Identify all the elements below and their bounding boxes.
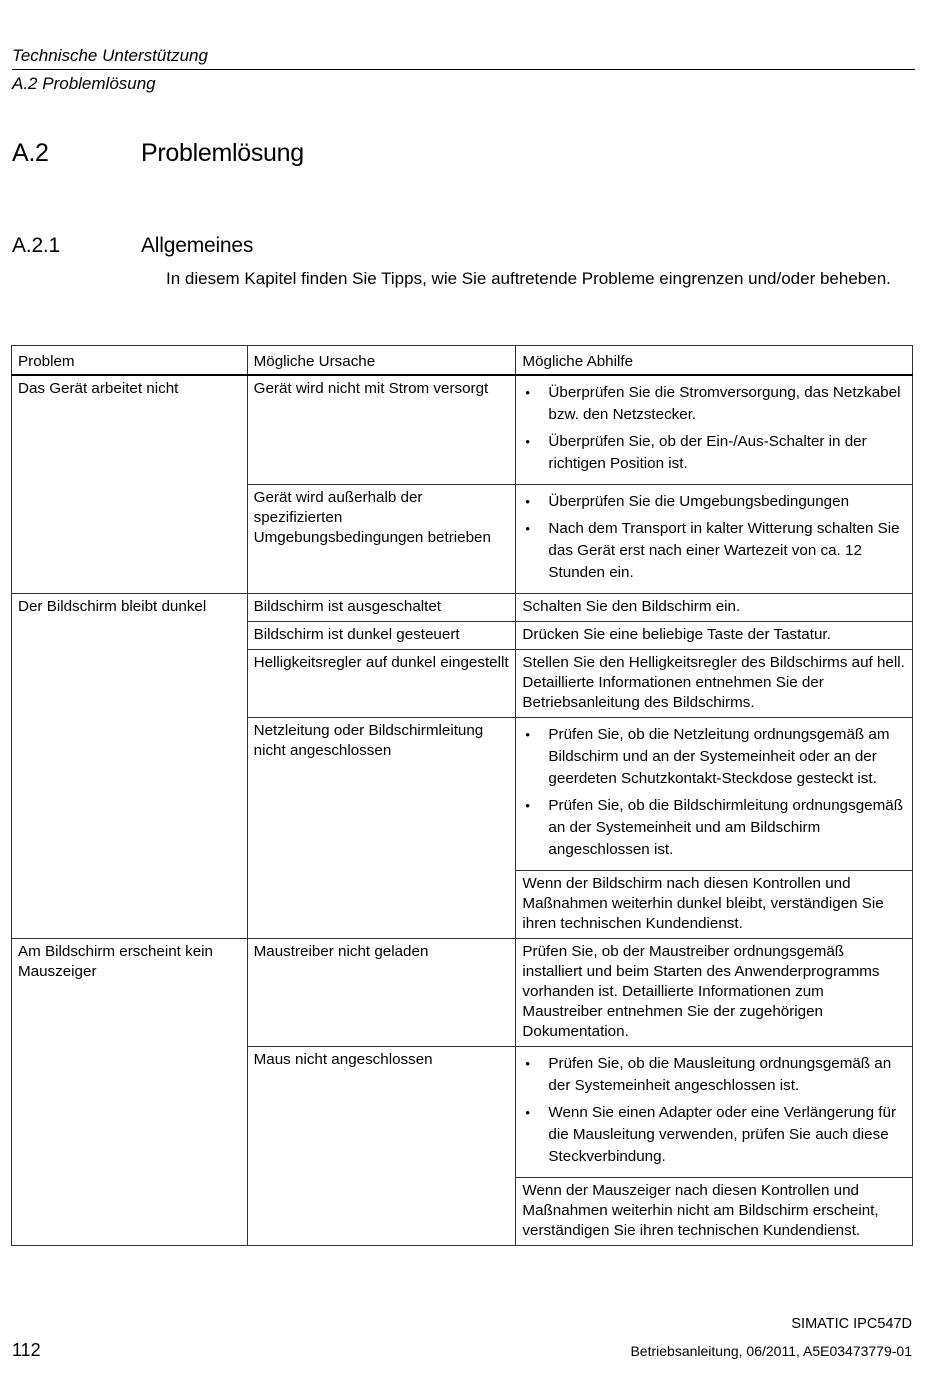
cause-cell: Maustreiber nicht geladen bbox=[247, 939, 516, 1047]
column-header-remedy: Mögliche Abhilfe bbox=[516, 346, 913, 376]
cause-cell: Gerät wird außerhalb der spezifizierten Umgebungsbedingungen betrieben bbox=[247, 485, 516, 594]
remedy-list bbox=[522, 1053, 906, 1168]
remedy-followup-cell: Wenn der Mauszeiger nach diesen Kontrollen und Maßnahmen weiterhin nicht am Bildschirm erscheint, verständigen Sie ihren technischen Kundendienst. bbox=[516, 1178, 913, 1246]
remedy-cell bbox=[516, 375, 913, 485]
cause-cell: Maus nicht angeschlossen bbox=[247, 1047, 516, 1246]
cause-cell: Netzleitung oder Bildschirmleitung nicht angeschlossen bbox=[247, 718, 516, 939]
page-number: 112 bbox=[12, 1340, 41, 1360]
column-header-cause: Mögliche Ursache bbox=[247, 346, 516, 376]
problem-cell: Der Bildschirm bleibt dunkel bbox=[12, 594, 248, 939]
footer-product: SIMATIC IPC547D bbox=[791, 1316, 912, 1332]
remedy-cell bbox=[516, 1047, 913, 1178]
troubleshooting-table bbox=[11, 345, 913, 1246]
table-body bbox=[12, 375, 913, 1246]
running-header-chapter: Technische Unterstützung bbox=[12, 46, 208, 65]
remedy-cell: Prüfen Sie, ob der Maustreiber ordnungsgemäß installiert und beim Starten des Anwenderprogramms vorhanden ist. Detaillierte Informationen zum Maustreiber entnehmen Sie der zugehörigen Dokumentation. bbox=[516, 939, 913, 1047]
remedy-followup-cell: Wenn der Bildschirm nach diesen Kontrollen und Maßnahmen weiterhin dunkel bleibt, verständigen Sie ihren technischen Kundendienst. bbox=[516, 871, 913, 939]
cause-cell: Bildschirm ist ausgeschaltet bbox=[247, 594, 516, 622]
list-item: • Überprüfen Sie, ob der Ein-/Aus-Schalter in der richtigen Position ist. bbox=[522, 431, 906, 475]
cause-cell: Bildschirm ist dunkel gesteuert bbox=[247, 622, 516, 650]
running-header bbox=[12, 44, 915, 96]
subsection-title: Allgemeines bbox=[141, 234, 254, 257]
remedy-cell: Stellen Sie den Helligkeitsregler des Bildschirms auf hell. Detaillierte Informationen entnehmen Sie der Betriebsanleitung des Bildschirms. bbox=[516, 650, 913, 718]
running-header-section: A.2 Problemlösung bbox=[12, 74, 156, 93]
remedy-cell: Schalten Sie den Bildschirm ein. bbox=[516, 594, 913, 622]
table-row bbox=[12, 939, 913, 1047]
list-item: • Nach dem Transport in kalter Witterung schalten Sie das Gerät erst nach einer Wartezeit von ca. 12 Stunden ein. bbox=[522, 518, 906, 584]
problem-cell: Am Bildschirm erscheint kein Mauszeiger bbox=[12, 939, 248, 1246]
table-header-row bbox=[12, 346, 913, 376]
list-item: • Prüfen Sie, ob die Bildschirmleitung ordnungsgemäß an der Systemeinheit und am Bildschirm angeschlossen ist. bbox=[522, 795, 906, 861]
table-row bbox=[12, 375, 913, 485]
list-item: • Überprüfen Sie die Stromversorgung, das Netzkabel bzw. den Netzstecker. bbox=[522, 382, 906, 426]
remedy-list bbox=[522, 491, 906, 584]
list-item: • Überprüfen Sie die Umgebungsbedingungen bbox=[522, 491, 906, 513]
remedy-list bbox=[522, 382, 906, 475]
table-row bbox=[12, 594, 913, 622]
remedy-cell: Drücken Sie eine beliebige Taste der Tastatur. bbox=[516, 622, 913, 650]
problem-cell: Das Gerät arbeitet nicht bbox=[12, 375, 248, 594]
list-item: • Prüfen Sie, ob die Netzleitung ordnungsgemäß am Bildschirm und an der Systemeinheit oder an der geerdeten Schutzkontakt-Steckdose gesteckt ist. bbox=[522, 724, 906, 790]
header-rule bbox=[12, 69, 915, 70]
subsection-number: A.2.1 bbox=[12, 234, 61, 257]
list-item: • Wenn Sie einen Adapter oder eine Verlängerung für die Mausleitung verwenden, prüfen Sie auch diese Steckverbindung. bbox=[522, 1102, 906, 1168]
footer-document-id: Betriebsanleitung, 06/2011, A5E03473779-01 bbox=[630, 1343, 912, 1359]
section-number: A.2 bbox=[12, 139, 49, 167]
remedy-list bbox=[522, 724, 906, 861]
cause-cell: Gerät wird nicht mit Strom versorgt bbox=[247, 375, 516, 485]
section-title: Problemlösung bbox=[141, 139, 304, 167]
remedy-cell bbox=[516, 718, 913, 871]
intro-paragraph: In diesem Kapitel finden Sie Tipps, wie Sie auftretende Probleme eingrenzen und/oder beheben. bbox=[166, 269, 891, 288]
remedy-cell bbox=[516, 485, 913, 594]
cause-cell: Helligkeitsregler auf dunkel eingestellt bbox=[247, 650, 516, 718]
list-item: • Prüfen Sie, ob die Mausleitung ordnungsgemäß an der Systemeinheit angeschlossen ist. bbox=[522, 1053, 906, 1097]
column-header-problem: Problem bbox=[12, 346, 248, 376]
